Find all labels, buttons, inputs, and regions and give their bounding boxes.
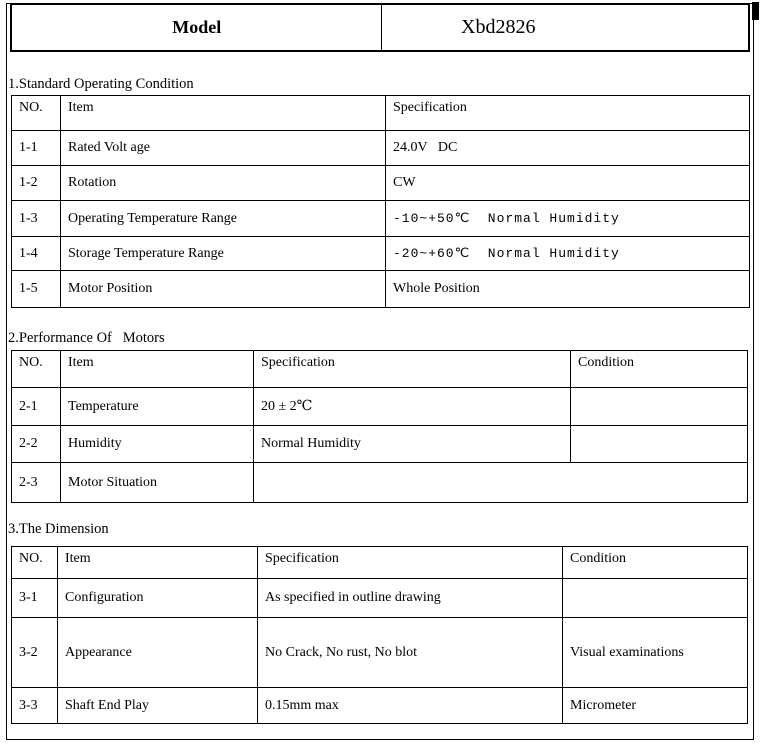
table-row [12, 271, 750, 308]
column-header-no: NO. [12, 96, 61, 131]
table-header-row [12, 351, 748, 388]
item-cell: Shaft End Play [58, 688, 258, 724]
dimension-table [11, 546, 748, 724]
specification-cell: 24.0V DC [386, 131, 750, 166]
specification-cell: As specified in outline drawing [258, 579, 563, 618]
item-cell: Rated Volt age [61, 131, 386, 166]
table-row [12, 131, 750, 166]
specification-cell: Whole Position [386, 271, 750, 308]
table-header-row [12, 96, 750, 131]
column-header-item: Item [61, 351, 254, 388]
row-number-cell: 3-2 [12, 618, 58, 688]
column-header-item: Item [61, 96, 386, 131]
table-row [12, 426, 748, 463]
row-number-cell: 1-2 [12, 166, 61, 201]
column-header-condition: Condition [563, 547, 748, 579]
section-1-title: 1.Standard Operating Condition [8, 76, 194, 92]
row-number-cell: 1-3 [12, 201, 61, 237]
column-header-specification: Specification [254, 351, 571, 388]
condition-cell [571, 388, 748, 426]
specification-cell: Normal Humidity [254, 426, 571, 463]
specification-cell: -20~+60℃ Normal Humidity [386, 237, 750, 271]
condition-cell [563, 579, 748, 618]
table-row [12, 237, 750, 271]
column-header-item: Item [58, 547, 258, 579]
row-number-cell: 2-3 [12, 463, 61, 503]
row-number-cell: 3-1 [12, 579, 58, 618]
table-row [12, 201, 750, 237]
table-row [12, 388, 748, 426]
model-header-row [11, 4, 749, 51]
item-cell: Configuration [58, 579, 258, 618]
model-header-table [10, 3, 750, 52]
item-cell: Storage Temperature Range [61, 237, 386, 271]
model-value-cell: Xbd2826 [381, 4, 749, 51]
item-cell: Motor Situation [61, 463, 254, 503]
specification-cell: 20 ± 2℃ [254, 388, 571, 426]
standard-operating-condition-table [11, 95, 750, 308]
condition-cell: Micrometer [563, 688, 748, 724]
row-number-cell: 2-2 [12, 426, 61, 463]
item-cell: Appearance [58, 618, 258, 688]
specification-cell: -10~+50℃ Normal Humidity [386, 201, 750, 237]
row-number-cell: 3-3 [12, 688, 58, 724]
item-cell: Rotation [61, 166, 386, 201]
column-header-specification: Specification [386, 96, 750, 131]
column-header-condition: Condition [571, 351, 748, 388]
row-number-cell: 1-1 [12, 131, 61, 166]
section-3-title: 3.The Dimension [8, 521, 109, 537]
column-header-no: NO. [12, 547, 58, 579]
condition-cell [571, 426, 748, 463]
table-row [12, 618, 748, 688]
specification-condition-merged-cell [254, 463, 748, 503]
table-row [12, 579, 748, 618]
row-number-cell: 1-4 [12, 237, 61, 271]
column-header-specification: Specification [258, 547, 563, 579]
performance-of-motors-table [11, 350, 748, 503]
table-header-row [12, 547, 748, 579]
specification-cell: 0.15mm max [258, 688, 563, 724]
item-cell: Operating Temperature Range [61, 201, 386, 237]
table-row [12, 688, 748, 724]
item-cell: Humidity [61, 426, 254, 463]
table-row [12, 463, 748, 503]
column-header-no: NO. [12, 351, 61, 388]
row-number-cell: 2-1 [12, 388, 61, 426]
specification-cell: CW [386, 166, 750, 201]
model-label-cell: Model [11, 4, 381, 51]
condition-cell: Visual examinations [563, 618, 748, 688]
specification-cell: No Crack, No rust, No blot [258, 618, 563, 688]
row-number-cell: 1-5 [12, 271, 61, 308]
table-row [12, 166, 750, 201]
scan-artifact-mark [752, 2, 759, 20]
item-cell: Temperature [61, 388, 254, 426]
section-2-title: 2.Performance Of Motors [8, 330, 165, 346]
item-cell: Motor Position [61, 271, 386, 308]
